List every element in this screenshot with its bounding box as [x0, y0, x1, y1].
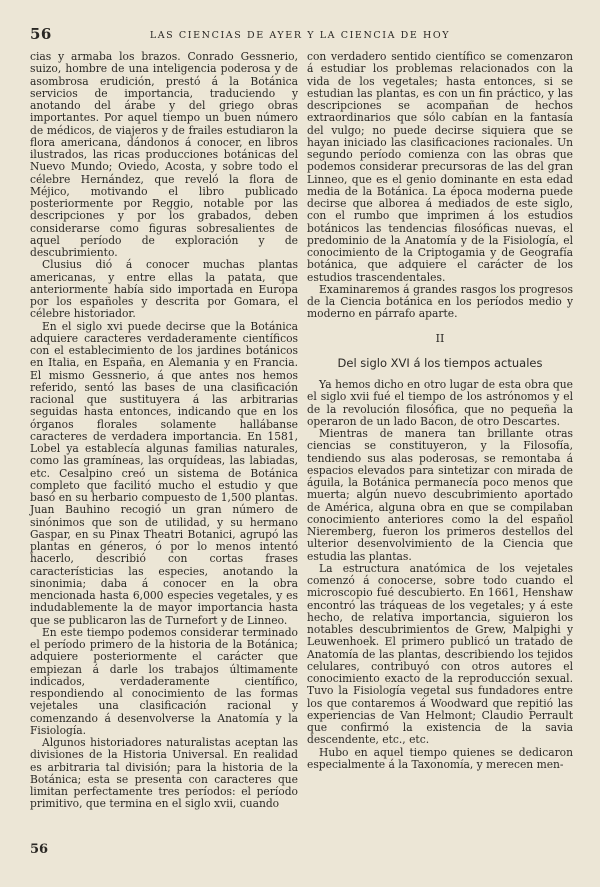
page-number-top: 56 — [30, 25, 52, 43]
paragraph: Ya hemos dicho en otro lugar de esta obra que el siglo xvii fué el tiempo de los astrónomos y el de la revolución filosófica, que no pequeña la operaron de un lado Bacon, de otro Descartes. — [307, 378, 573, 428]
paragraph: Examinaremos á grandes rasgos los progresos de la Ciencia botánica en los períodos medio y moderno en párrafo aparte. — [307, 282, 573, 321]
section-title: Del siglo XVI á los tiempos actuales — [337, 355, 543, 370]
paragraph: Hubo en aquel tiempo quienes se dedicaron especialmente á la Taxonomía, y merecen men- — [307, 745, 573, 771]
right-column-text-after — [307, 379, 573, 771]
paragraph: Algunos historiadores naturalistas aceptan las divisiones de la Historia Universal. En realidad es arbitraria tal división; para la historia de la Botánica; esta se presenta con caracteres que limitan perfectamente tres períodos: el período primitivo, que termina en el siglo xvii, cuando — [30, 736, 298, 811]
paragraph: cias y armaba los brazos. Conrado Gessnerio, suizo, hombre de una inteligencia poderosa y de asombrosa erudición, prestó á la Botánica servicios de importancia, traduciendo y anotando del árabe y del griego obras importantes. Por aquel tiempo un buen número de médicos, de viajeros y de frailes estudiaron la flora americana, dándonos á conocer, en libros ilustrados, las ricas producciones botánicas del Nuevo Mundo; Oviedo, Acosta, y sobre todo el célebre Hernández, que reveló la flora de Méjico, motivando el libro publicado posteriormente por Reggio, notable por las descripciones y por los grabados, deben considerarse como figuras sobresalientes de aquel período de exploración y de descubrimiento. — [30, 50, 298, 259]
section-number: II — [435, 331, 445, 345]
paragraph: En este tiempo podemos considerar terminado el período primero de la historia de la Botánica; adquiere posteriormente el carácter que empiezan á darle los trabajos últimamente indicados, verdaderamente científico, respondiendo al conocimiento de las formas vejetales una clasificación racional y comenzando á desenvolverse la Anatomía y la Fisiología. — [30, 625, 298, 737]
paragraph: La estructura anatómica de los vejetales comenzó á conocerse, sobre todo cuando el microscopio fué descubierto. En 1661, Henshaw encontró las tráqueas de los vegetales; y á este hecho, de relativa importancia, siguieron los notables descubrimientos de Grew, Malpighi y Leuwenhoek. El primero publicó un tratado de Anatomía de las plantas, describiendo los tejidos celulares, contribuyó con otros autores el conocimiento exacto de la reproducción sexual. Tuvo la Fisiología vegetal sus fundadores entre los que contaremos á Woodward que repitió las experiencias de Van Helmont; Claudio Perrault que confirmó la existencia de la savia descendente, etc., etc. — [307, 561, 573, 747]
paragraph: En el siglo xvi puede decirse que la Botánica adquiere caracteres verdaderamente científicos con el establecimiento de los jardines botánicos en Italia, en España, en Alemania y en Francia. El mismo Gessnerio, á que antes nos hemos referido, sentó las bases de una clasificación racional que sustituyera á las arbitrarias seguidas hasta entonces, indicando que en los órganos florales solamente hallábanse caracteres de verdadera importancia. En 1581, Lobel ya establecía algunas familias naturales, como las gramíneas, las orquídeas, las labiadas, etc. Cesalpino creó un sistema de Botánica completo que facilitó mucho el estudio y que basó en su herbario compuesto de 1,500 plantas. Juan Bauhino recogió un gran número de sinónimos que son de utilidad, y su hermano Gaspar, en su Pinax Theatri Botanici, agrupó las plantas en géneros, ó por lo menos intentó hacerlo, describió con cortas frases característicias las especies, anotando la sinonimia; daba á conocer en la obra mencionada hasta 6,000 especies vegetales, y es indudablemente la de mayor importancia hasta que se publicaron las de Turnefort y de Linneo. — [30, 319, 298, 627]
left-column — [30, 51, 298, 811]
right-column — [307, 51, 573, 771]
paragraph: Mientras de manera tan brillante otras ciencias se constituyeron, y la Filosofía, tendiendo sus alas poderosas, se remontaba á espacios elevados para sintetizar con mirada de águila, la Botánica permanecía poco menos que muerta; algún nuevo descubrimiento aportado de América, alguna obra en que se compilaban conocimiento anteriores como la del español Nieremberg, fueron los primeros destellos del ulterior desenvolvimiento de la Ciencia que estudia las plantas. — [307, 427, 573, 563]
running-head: LAS CIENCIAS DE AYER Y LA CIENCIA DE HOY — [149, 30, 451, 41]
paragraph: Clusius dió á conocer muchas plantas americanas, y entre ellas la patata, que anteriormente había sido importada en Europa por los españoles y descrita por Gomara, el célebre historiador. — [30, 258, 298, 321]
right-column-text-before — [307, 51, 573, 321]
page-number-bottom: 56 — [30, 842, 49, 857]
paragraph: con verdadero sentido científico se comenzaron á estudiar los problemas relacionados con la vida de los vegetales; hasta entonces, si se estudian las plantas, es con un fin práctico, y las descripciones se acompañan de hechos extraordinarios que sólo cabían en la fantasía del vulgo; no puede decirse siquiera que se hayan iniciado las clasificaciones racionales. Un segundo período comienza con las obras que podemos considerar precursoras de las del gran Linneo, que es el genio dominante en esta edad media de la Botánica. La época moderna puede decirse que alborea á mediados de este siglo, con el rumbo que imprimen á los estudios botánicos las tendencias filosóficas nuevas, el predominio de la Anatomía y de la Fisiología, el conocimiento de la Criptogamia y de Geografía botánica, que adquiere el carácter de los estudios trascendentales. — [307, 50, 573, 284]
